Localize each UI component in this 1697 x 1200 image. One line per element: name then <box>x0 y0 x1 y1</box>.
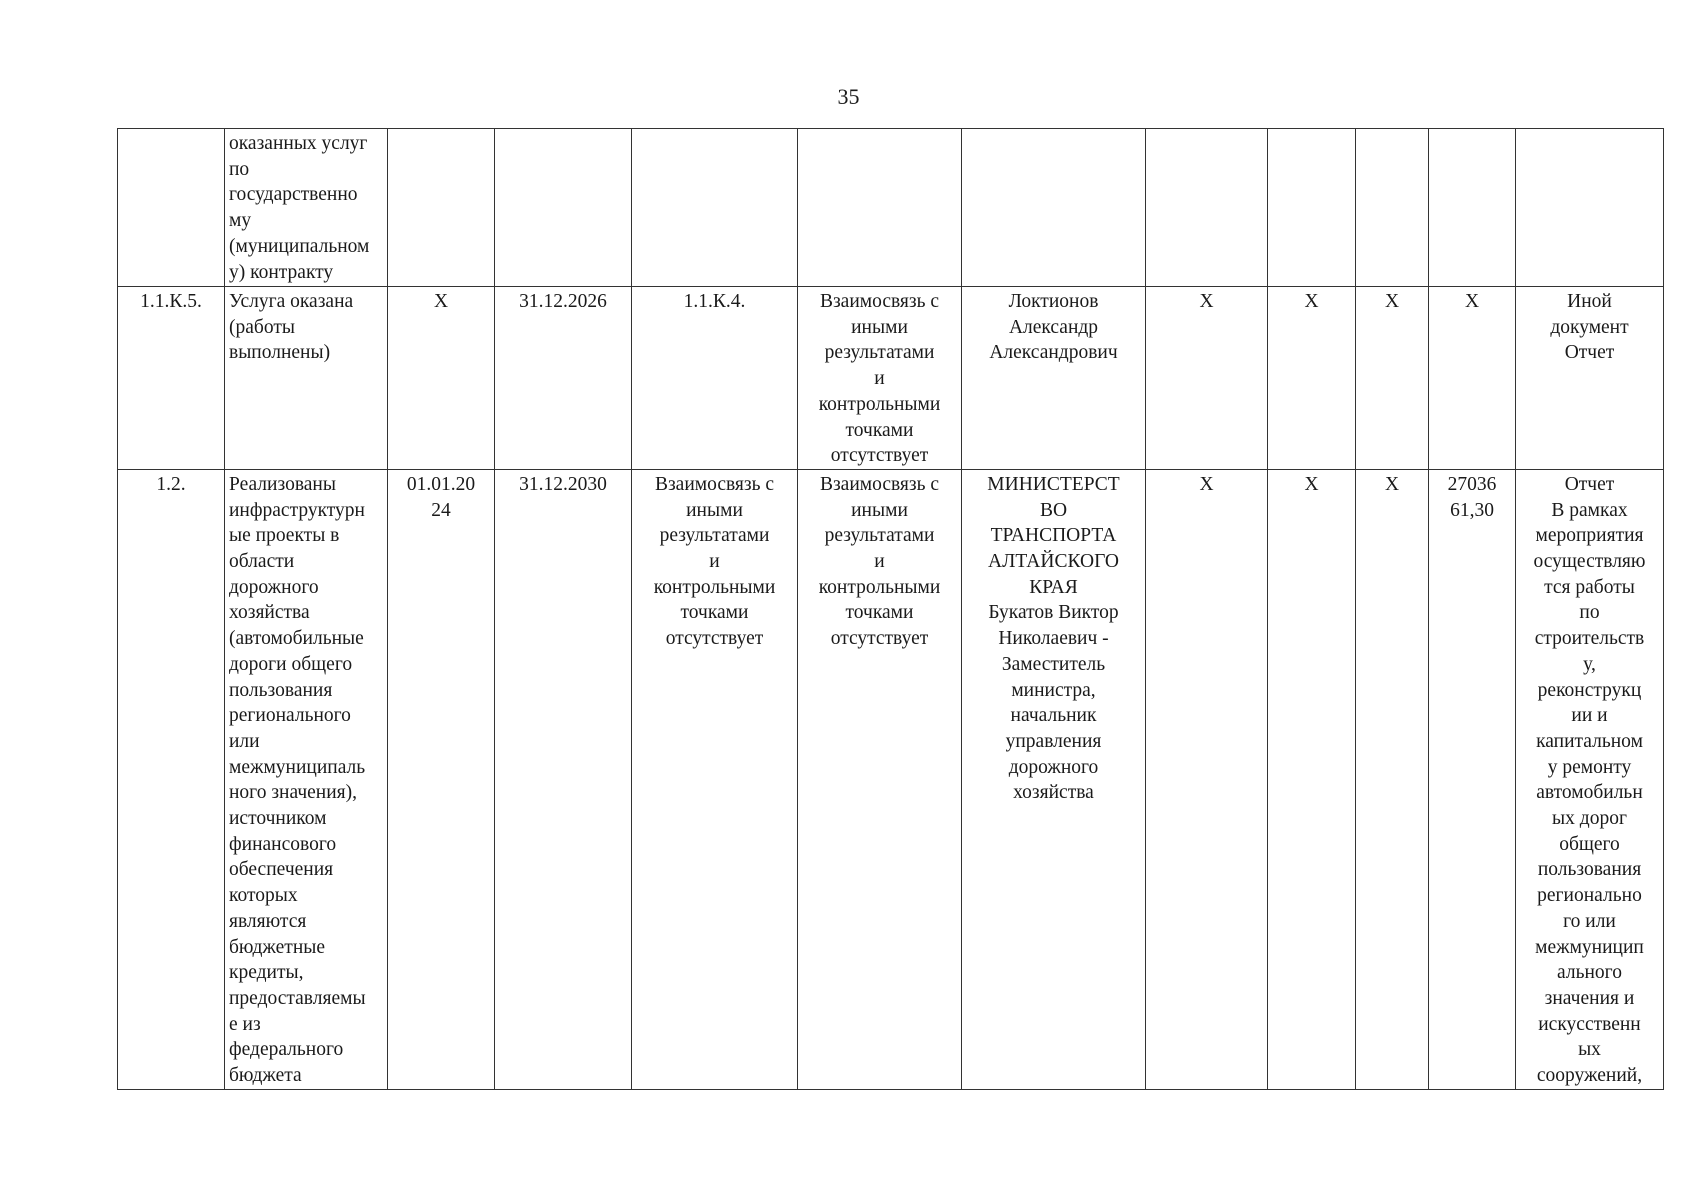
cell-name: Реализованы инфраструктурн ые проекты в области дорожного хозяйства (автомобильные дороги общего пользования регионального или межмуниципаль ного значения), источником финансового обеспечения которых являются бюджетные кредиты, предоставляемы е из федерального бюджета <box>225 469 388 1089</box>
cell-start-date: X <box>388 287 495 470</box>
results-table <box>117 128 1664 1090</box>
cell-document <box>1516 129 1664 287</box>
cell-number: 1.1.К.5. <box>118 287 225 470</box>
cell-start-date <box>388 129 495 287</box>
cell-document: Отчет В рамках мероприятия осуществляю тся работы по строительств у, реконструкц ии и капитальном у ремонту автомобильн ых дорог общего пользования регионально го или межмуницип ального значения и искусственн ых сооружений, <box>1516 469 1664 1089</box>
cell-number: 1.2. <box>118 469 225 1089</box>
cell-col10 <box>1356 129 1429 287</box>
cell-successor: Взаимосвязь с иными результатами и контрольными точками отсутствует <box>798 287 962 470</box>
cell-successor: Взаимосвязь с иными результатами и контрольными точками отсутствует <box>798 469 962 1089</box>
cell-predecessor <box>632 129 798 287</box>
cell-name: оказанных услуг по государственно му (муниципальном у) контракту <box>225 129 388 287</box>
cell-document: Иной документ Отчет <box>1516 287 1664 470</box>
cell-number <box>118 129 225 287</box>
cell-col9: X <box>1268 469 1356 1089</box>
cell-col8 <box>1146 129 1268 287</box>
cell-predecessor: Взаимосвязь с иными результатами и контрольными точками отсутствует <box>632 469 798 1089</box>
table-row <box>118 469 1664 1089</box>
cell-col8: X <box>1146 287 1268 470</box>
table-row <box>118 129 1664 287</box>
table-row <box>118 287 1664 470</box>
cell-end-date: 31.12.2026 <box>495 287 632 470</box>
cell-successor <box>798 129 962 287</box>
cell-col8: X <box>1146 469 1268 1089</box>
cell-responsible: МИНИСТЕРСТ ВО ТРАНСПОРТА АЛТАЙСКОГО КРАЯ Букатов Виктор Николаевич - Заместитель министра, начальник управления дорожного хозяйства <box>962 469 1146 1089</box>
cell-amount: 27036 61,30 <box>1429 469 1516 1089</box>
cell-predecessor: 1.1.К.4. <box>632 287 798 470</box>
cell-amount: X <box>1429 287 1516 470</box>
cell-start-date: 01.01.20 24 <box>388 469 495 1089</box>
cell-end-date: 31.12.2030 <box>495 469 632 1089</box>
cell-col10: X <box>1356 469 1429 1089</box>
cell-col9: X <box>1268 287 1356 470</box>
cell-end-date <box>495 129 632 287</box>
cell-responsible <box>962 129 1146 287</box>
page-number: 35 <box>837 84 860 109</box>
cell-name: Услуга оказана (работы выполнены) <box>225 287 388 470</box>
cell-col9 <box>1268 129 1356 287</box>
cell-amount <box>1429 129 1516 287</box>
cell-col10: X <box>1356 287 1429 470</box>
cell-responsible: Локтионов Александр Александрович <box>962 287 1146 470</box>
